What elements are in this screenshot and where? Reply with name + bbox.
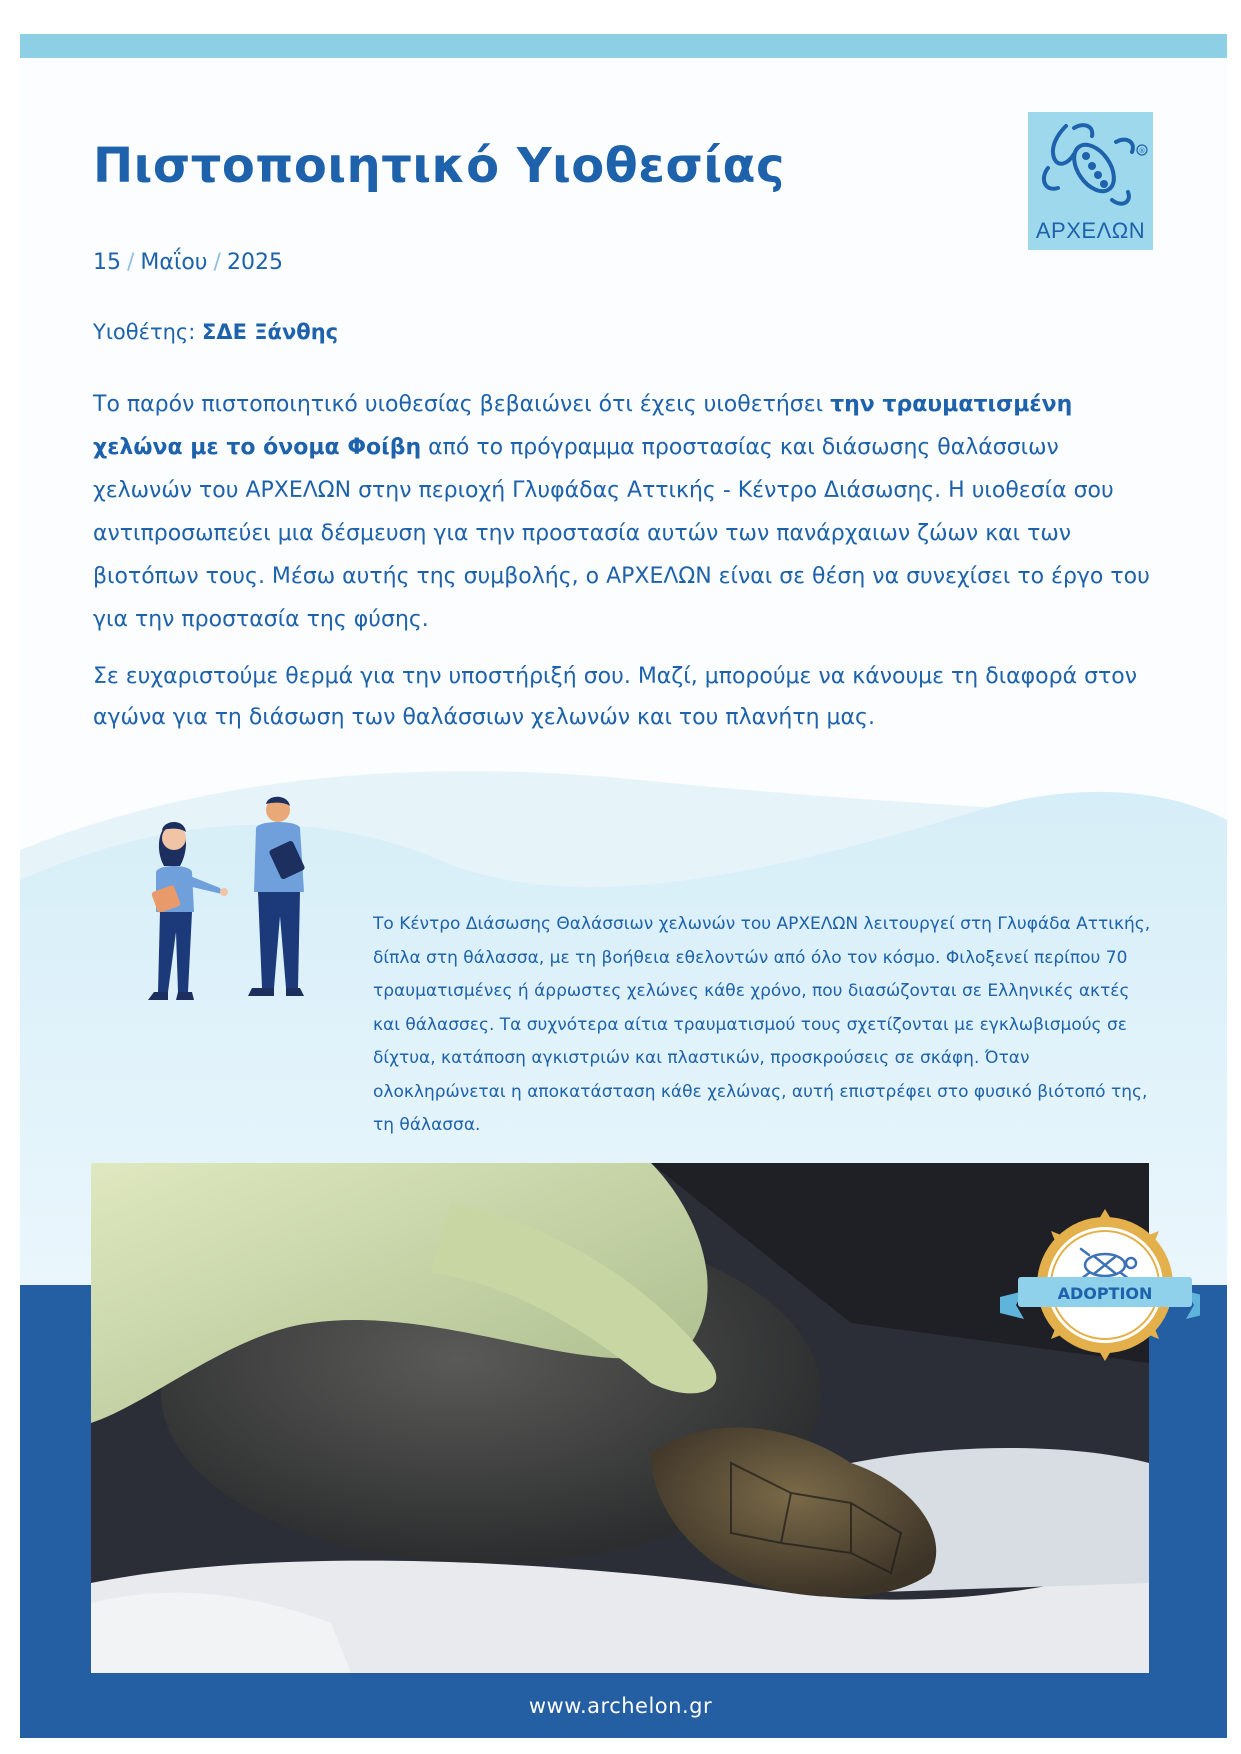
date-day: 15 <box>93 250 121 275</box>
thank-you-text: Σε ευχαριστούμε θερμά για την υποστήριξή σου. Μαζί, μπορούμε να κάνουμε τη διαφορά στον αγώνα για τη διάσωση των θαλάσσιων χελωνών και του πλανήτη μας. <box>93 664 1138 730</box>
turtle-photo-illustration <box>91 1163 1149 1673</box>
logo-text: ΑΡΧΕΛΩΝ <box>1035 218 1146 243</box>
adoption-badge <box>1000 1205 1200 1365</box>
website-url: www.archelon.gr <box>528 1694 713 1718</box>
injured-turtle-photo <box>91 1163 1149 1673</box>
sea-turtle-logo-icon <box>1028 112 1153 222</box>
registered-mark: ® <box>1138 147 1146 155</box>
date-year: 2025 <box>226 250 283 275</box>
statement-text: από το πρόγραμμα προστασίας και διάσωσης θαλάσσιων χελωνών του ΑΡΧΕΛΩΝ στην περιοχή Γλυφάδας Αττικής - Κέντρο Διάσωσης. Η υιοθεσία σου αντιπροσωπεύει μια δέσμευση για την προστασία αυτών των πανάρχαιων ζώων και των βιοτόπων τους. Μέσω αυτής της συμβολής, ο ΑΡΧΕΛΩΝ είναι σε θέση να συνεχίσει το έργο του για την προστασία της φύσης. <box>93 435 1150 632</box>
page-title: Πιστοποιητικό Υιοθεσίας <box>93 138 785 194</box>
rescue-center-info: Το Κέντρο Διάσωσης Θαλάσσιων χελωνών του ΑΡΧΕΛΩΝ λειτουργεί στη Γλυφάδα Αττικής, δίπλα στη θάλασσα, με τη βοήθεια εθελοντών από όλο τον κόσμο. Φιλοξενεί περίπου 70 τραυματισμένες ή άρρωστες χελώνες κάθε χρόνο, που διασώζονται σε Ελληνικές ακτές και θάλασσες. Τα συχνότερα αίτια τραυματισμού τους σχετίζονται με εγκλωβισμούς σε δίχτυα, κατάποση αγκιστριών και πλαστικών, προσκρούσεις σε σκάφη. Όταν ολοκληρώνεται η αποκατάσταση κάθε χελώνας, αυτή επιστρέφει στο φυσικό βιότοπό της, τη θάλασσα. <box>373 914 1151 1135</box>
archelon-logo <box>1028 112 1153 250</box>
badge-label: ADOPTION <box>1057 1284 1153 1303</box>
top-accent-bar <box>20 34 1227 58</box>
adopter-label: Υιοθέτης: <box>93 320 196 344</box>
woman-figure <box>148 822 228 1000</box>
date-month: Μαΐου <box>140 250 208 275</box>
statement-turtle-name: την τραυματισμένη χελώνα με το όνομα Φοίβη <box>93 392 1073 460</box>
date-separator: / <box>213 250 221 275</box>
certificate-statement <box>93 383 1153 641</box>
adopter-name: ΣΔΕ Ξάνθης <box>202 320 339 344</box>
volunteers-illustration <box>128 792 328 1042</box>
statement-text: Το παρόν πιστοποιητικό υιοθεσίας βεβαιώνει ότι έχεις υιοθετήσει <box>93 392 831 417</box>
adopter-line <box>93 320 338 344</box>
date-separator: / <box>127 250 135 275</box>
certificate-date <box>93 250 283 275</box>
man-figure <box>248 797 306 996</box>
